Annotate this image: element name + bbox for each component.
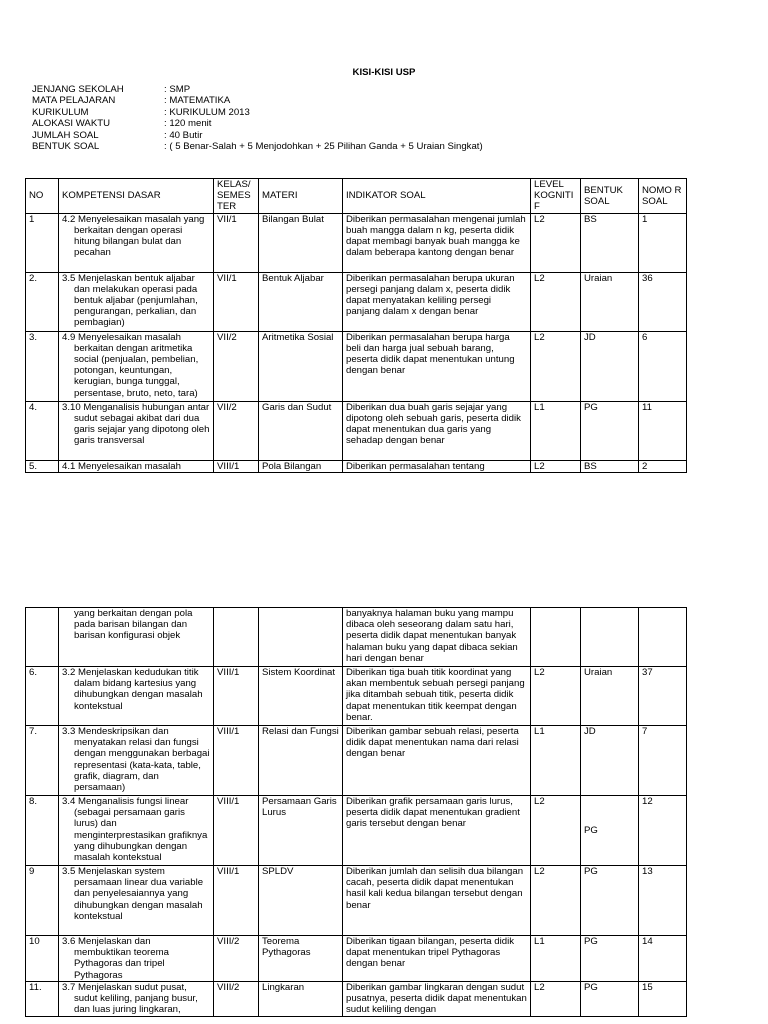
kisi-table-page-1 [25,178,687,473]
cell-no: 9 [26,866,59,936]
cell-indikator: Diberikan dua buah garis sejajar yang dipotong oleh sebuah garis, peserta didik dapat menentukan dua garis yang sehadap dengan benar [343,401,531,460]
cell-no [26,608,59,667]
cell-kelas: VIII/1 [214,460,259,472]
cell-level: L1 [531,726,581,796]
meta-label: MATA PELAJARAN [32,95,116,107]
cell-indikator: Diberikan tigaan bilangan, peserta didik dapat menentukan tripel Pythagoras dengan benar [343,936,531,982]
meta-label: JENJANG SEKOLAH [32,84,124,95]
cell-kompetensi-dasar: 3.2 Menjelaskan kedudukan titik dalam bidang kartesius yang dihubungkan dengan masalah kontekstual [59,667,214,726]
cell-bentuk: Uraian [581,272,639,331]
header-materi: MATERI [259,179,343,214]
cell-materi: SPLDV [259,866,343,936]
meta-label: KURIKULUM [32,106,89,118]
cell-nomor: 11 [639,401,687,460]
header-bentuk-soal: BENTUK SOAL [581,179,639,214]
meta-value: : SMP [164,84,191,95]
header-level-kognitif: LEVEL KOGNITI F [531,179,581,214]
cell-materi [259,608,343,667]
meta-value: : 120 menit [164,118,212,130]
cell-kompetensi-dasar: 4.2 Menyelesaikan masalah yang berkaitan dengan operasi hitung bilangan bulat dan pecahan [59,213,214,272]
cell-kelas: VIII/1 [214,796,259,866]
cell-kompetensi-dasar: 3.5 Menjelaskan system persamaan linear dua variable dan penyelesaiannya yang dihubungkan dengan masalah kontekstual [59,866,214,936]
cell-kelas: VIII/1 [214,866,259,936]
cell-bentuk: PG [581,982,639,1017]
cell-nomor: 1 [639,213,687,272]
cell-bentuk: PG [581,796,639,866]
meta-value: : ( 5 Benar-Salah + 5 Menjodohkan + 25 Pilihan Ganda + 5 Uraian Singkat) [164,140,483,152]
cell-no: 3. [26,331,59,401]
cell-kelas: VIII/1 [214,667,259,726]
cell-kompetensi-dasar: 4.1 Menyelesaikan masalah [59,460,214,472]
cell-level: L2 [531,982,581,1017]
table-row [26,213,687,272]
cell-materi: Aritmetika Sosial [259,331,343,401]
header-no: NO [26,179,59,214]
meta-label: ALOKASI WAKTU [32,118,111,130]
cell-level: L2 [531,667,581,726]
cell-no: 8. [26,796,59,866]
cell-materi: Sistem Koordinat [259,667,343,726]
table-row [26,331,687,401]
meta-label: JUMLAH SOAL [32,129,99,141]
cell-bentuk: PG [581,936,639,982]
cell-bentuk: Uraian [581,667,639,726]
cell-level: L2 [531,460,581,472]
meta-value: : 40 Butir [164,129,203,141]
cell-indikator: banyaknya halaman buku yang mampu dibaca oleh seseorang dalam satu hari, peserta didik dapat menentukan banyak halaman buku yang dapat dibaca sekian hari dengan benar [343,608,531,667]
cell-nomor: 15 [639,982,687,1017]
table-row [26,460,687,472]
cell-materi: Garis dan Sudut [259,401,343,460]
table-row [26,667,687,726]
cell-kompetensi-dasar: 3.10 Menganalisis hubungan antar sudut sebagai akibat dari dua garis sejajar yang dipotong oleh garis transversal [59,401,214,460]
cell-kompetensi-dasar: yang berkaitan dengan pola pada barisan bilangan dan barisan konfigurasi objek [59,608,214,667]
cell-indikator: Diberikan gambar lingkaran dengan sudut pusatnya, peserta didik dapat menentukan sudut keliling dengan [343,982,531,1017]
header-kompetensi-dasar: KOMPETENSI DASAR [59,179,214,214]
table-row [26,401,687,460]
cell-kelas: VII/2 [214,401,259,460]
cell-bentuk: PG [581,866,639,936]
cell-kelas: VII/1 [214,272,259,331]
cell-level [531,608,581,667]
cell-indikator: Diberikan tiga buah titik koordinat yang akan membentuk sebuah persegi panjang jika ditambah sebuah titik, peserta didik dapat menentukan titik keempat dengan benar. [343,667,531,726]
cell-materi: Pola Bilangan [259,460,343,472]
cell-indikator: Diberikan jumlah dan selisih dua bilangan cacah, peserta didik dapat menentukan hasil kali kedua bilangan tersebut dengan benar [343,866,531,936]
cell-nomor: 37 [639,667,687,726]
table-header-row [26,179,687,214]
header-indikator-soal: INDIKATOR SOAL [343,179,531,214]
cell-nomor: 6 [639,331,687,401]
cell-no: 10 [26,936,59,982]
cell-kompetensi-dasar: 3.6 Menjelaskan dan membuktikan teorema Pythagoras dan tripel Pythagoras [59,936,214,982]
meta-label: BENTUK SOAL [32,140,100,152]
cell-level: L1 [531,936,581,982]
cell-materi: Lingkaran [259,982,343,1017]
cell-kelas: VIII/2 [214,982,259,1017]
cell-indikator: Diberikan gambar sebuah relasi, peserta didik dapat menentukan nama dari relasi dengan benar [343,726,531,796]
cell-nomor: 36 [639,272,687,331]
cell-kelas: VII/2 [214,331,259,401]
cell-bentuk: BS [581,213,639,272]
cell-materi: Bentuk Aljabar [259,272,343,331]
document-title: KISI-KISI USP [352,67,416,78]
cell-kompetensi-dasar: 3.7 Menjelaskan sudut pusat, sudut keliling, panjang busur, dan luas juring lingkaran, [59,982,214,1017]
table-row [26,982,687,1017]
table-row [26,796,687,866]
cell-level: L2 [531,213,581,272]
cell-no: 7. [26,726,59,796]
table-row [26,936,687,982]
cell-kelas: VII/1 [214,213,259,272]
table-row [26,608,687,667]
cell-bentuk: JD [581,331,639,401]
kisi-table-page-2 [25,607,687,1017]
header-kelas-semester: KELAS/ SEMES TER [214,179,259,214]
header-nomor-soal: NOMO R SOAL [639,179,687,214]
cell-kelas: VIII/1 [214,726,259,796]
cell-nomor [639,608,687,667]
table-row [26,272,687,331]
cell-no: 11. [26,982,59,1017]
cell-kompetensi-dasar: 3.4 Menganalisis fungsi linear (sebagai persamaan garis lurus) dan menginterprestasikan grafiknya yang dihubungkan dengan masalah kontekstual [59,796,214,866]
cell-nomor: 2 [639,460,687,472]
cell-kelas [214,608,259,667]
cell-materi: Persamaan Garis Lurus [259,796,343,866]
cell-materi: Bilangan Bulat [259,213,343,272]
cell-level: L2 [531,796,581,866]
table-row [26,726,687,796]
cell-bentuk: PG [581,401,639,460]
cell-indikator: Diberikan grafik persamaan garis lurus, peserta didik dapat menentukan gradient garis tersebut dengan benar [343,796,531,866]
cell-kompetensi-dasar: 4.9 Menyelesaikan masalah berkaitan dengan aritmetika social (penjualan, pembelian, potongan, keuntungan, kerugian, bunga tunggal, persentase, bruto, neto, tara) [59,331,214,401]
cell-level: L2 [531,272,581,331]
cell-materi: Relasi dan Fungsi [259,726,343,796]
cell-bentuk: BS [581,460,639,472]
table-row [26,866,687,936]
cell-nomor: 12 [639,796,687,866]
cell-kelas: VIII/2 [214,936,259,982]
cell-nomor: 14 [639,936,687,982]
cell-bentuk [581,608,639,667]
cell-level: L1 [531,401,581,460]
cell-level: L2 [531,331,581,401]
cell-no: 1 [26,213,59,272]
cell-no: 4. [26,401,59,460]
cell-indikator: Diberikan permasalahan mengenai jumlah buah mangga dalam n kg, peserta didik dapat membagi banyak buah mangga ke dalam beberapa kantong dengan benar [343,213,531,272]
cell-bentuk: JD [581,726,639,796]
cell-no: 6. [26,667,59,726]
cell-kompetensi-dasar: 3.5 Menjelaskan bentuk aljabar dan melakukan operasi pada bentuk aljabar (penjumlahan, pengurangan, perkalian, dan pembagian) [59,272,214,331]
cell-nomor: 13 [639,866,687,936]
cell-no: 2. [26,272,59,331]
cell-indikator: Diberikan permasalahan tentang [343,460,531,472]
cell-indikator: Diberikan permasalahan berupa harga beli dan harga jual sebuah barang, peserta didik dapat menentukan untung dengan benar [343,331,531,401]
cell-indikator: Diberikan permasalahan berupa ukuran persegi panjang dalam x, peserta didik dapat menyatakan keliling persegi panjang dalam x dengan benar [343,272,531,331]
cell-kompetensi-dasar: 3.3 Mendeskripsikan dan menyatakan relasi dan fungsi dengan menggunakan berbagai representasi (kata-kata, table, grafik, diagram, dan persamaan) [59,726,214,796]
cell-no: 5. [26,460,59,472]
meta-value: : MATEMATIKA [164,95,231,107]
cell-level: L2 [531,866,581,936]
cell-materi: Teorema Pythagoras [259,936,343,982]
meta-value: : KURIKULUM 2013 [164,106,250,118]
cell-nomor: 7 [639,726,687,796]
